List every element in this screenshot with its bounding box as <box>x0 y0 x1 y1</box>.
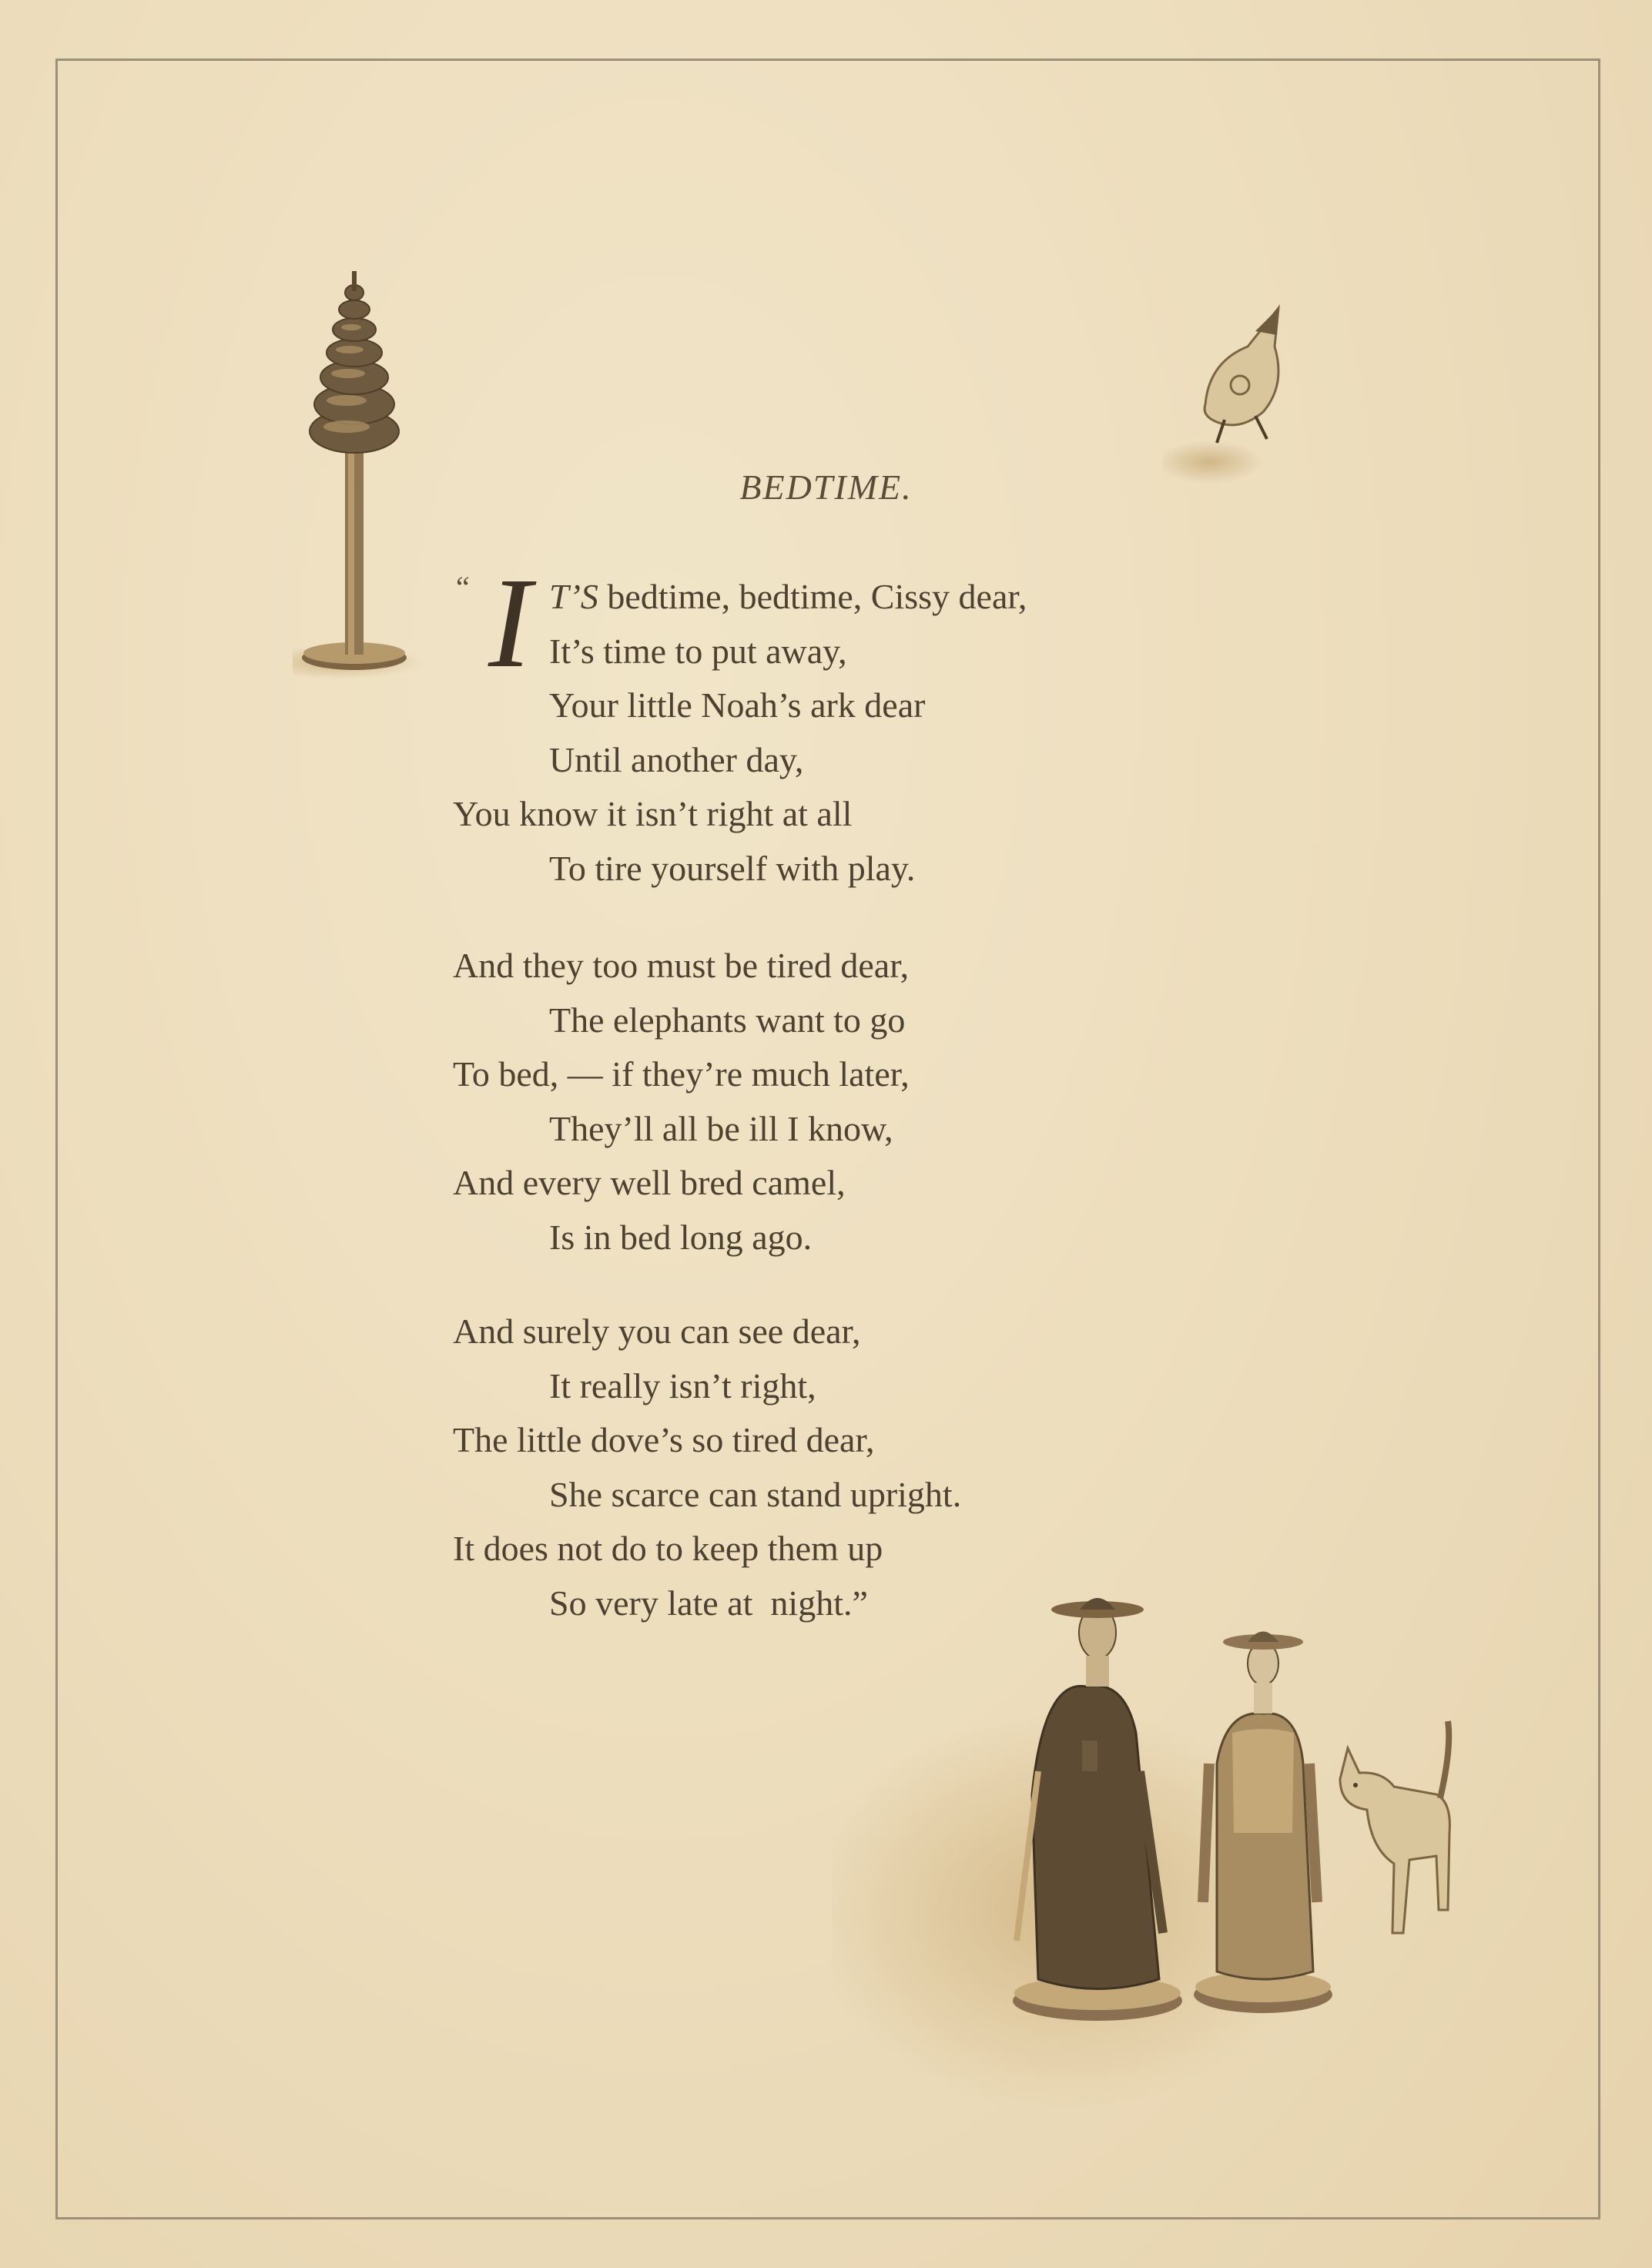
poem-line: Your little Noah’s ark dear <box>549 685 926 725</box>
poem-title: BEDTIME. <box>739 467 913 507</box>
poem-line: And they too must be tired dear, <box>453 946 910 985</box>
poem-line: And surely you can see dear, <box>453 1312 861 1351</box>
poem-line: The elephants want to go <box>549 1000 906 1040</box>
poem-line <box>453 570 1315 625</box>
stanza-1 <box>453 570 1315 896</box>
poem-line: Until another day, <box>549 739 804 779</box>
poem-line: It’s time to put away, <box>549 631 847 671</box>
first-word: T’S <box>549 577 598 616</box>
first-line-rest: bedtime, bedtime, Cissy dear, <box>598 577 1027 616</box>
drop-cap: I <box>488 551 531 695</box>
poem-body <box>453 551 1315 1630</box>
poem-line: You know it isn’t right at all <box>453 794 853 833</box>
poem-line: She scarce can stand upright. <box>549 1474 962 1514</box>
toy-figures-icon <box>832 1579 1386 2133</box>
poem-line: The little dove’s so tired dear, <box>453 1420 875 1459</box>
poem-line: It really isn’t right, <box>549 1365 816 1405</box>
poem-line: So very late at night.” <box>549 1583 868 1623</box>
open-quote: “ <box>456 570 470 605</box>
poem-line: It does not do to keep them up <box>453 1529 883 1568</box>
poem-line: And every well bred camel, <box>453 1163 846 1202</box>
stanza-2 <box>453 939 1315 1265</box>
toy-cat-icon <box>1325 1717 1463 1948</box>
poem-line: To bed, — if they’re much later, <box>453 1054 910 1094</box>
poem-line: Is in bed long ago. <box>549 1217 813 1257</box>
poem-line: They’ll all be ill I know, <box>549 1108 893 1148</box>
stanza-3 <box>453 1305 1315 1630</box>
poem-line: To tire yourself with play. <box>549 848 916 888</box>
